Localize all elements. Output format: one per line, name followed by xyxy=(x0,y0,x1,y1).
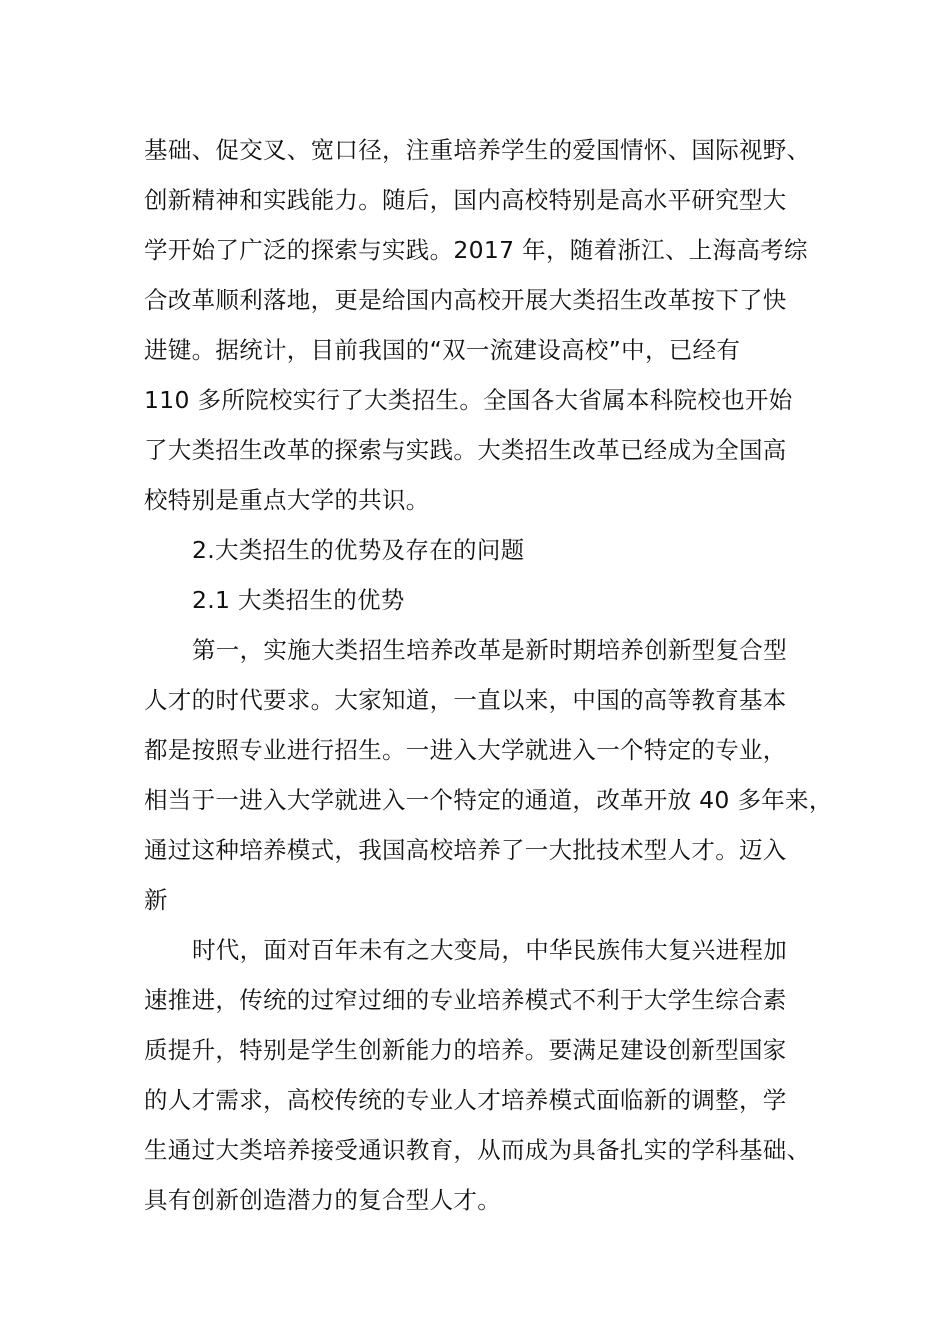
text-line: 的人才需求，高校传统的专业人才培养模式面临新的调整，学 xyxy=(144,1086,787,1114)
text-line: 人才的时代要求。大家知道，一直以来，中国的高等教育基本 xyxy=(144,686,787,714)
text-line: 了大类招生改革的探索与实践。大类招生改革已经成为全国高 xyxy=(144,436,787,464)
text-line: 第一，实施大类招生培养改革是新时期培养创新型复合型 xyxy=(192,636,787,664)
text-line: 合改革顺利落地，更是给国内高校开展大类招生改革按下了快 xyxy=(144,286,787,314)
text-line: 通过这种培养模式，我国高校培养了一大批技术型人才。迈入 xyxy=(144,836,787,864)
text-line: 创新精神和实践能力。随后，国内高校特别是高水平研究型大 xyxy=(144,186,787,214)
text-line: 校特别是重点大学的共识。 xyxy=(144,486,430,514)
text-line: 相当于一进入大学就进入一个特定的通道，改革开放 40 多年来， xyxy=(144,786,833,814)
text-line: 基础、促交叉、宽口径，注重培养学生的爱国情怀、国际视野、 xyxy=(144,136,811,164)
text-line: 都是按照专业进行招生。一进入大学就进入一个特定的专业， xyxy=(144,736,787,764)
text-line: 110 多所院校实行了大类招生。全国各大省属本科院校也开始 xyxy=(144,386,793,414)
text-line: 速推进，传统的过窄过细的专业培养模式不利于大学生综合素 xyxy=(144,986,787,1014)
text-line: 进键。据统计，目前我国的“双一流建设高校”中，已经有 xyxy=(144,336,741,364)
text-line: 时代，面对百年未有之大变局，中华民族伟大复兴进程加 xyxy=(192,936,787,964)
text-line: 质提升，特别是学生创新能力的培养。要满足建设创新型国家 xyxy=(144,1036,787,1064)
section-heading: 2.大类招生的优势及存在的问题 xyxy=(192,536,525,564)
text-line: 具有创新创造潜力的复合型人才。 xyxy=(144,1186,501,1214)
text-line: 学开始了广泛的探索与实践。2017 年，随着浙江、上海高考综 xyxy=(144,236,808,264)
text-line: 新 xyxy=(144,886,168,914)
text-line: 生通过大类培养接受通识教育，从而成为具备扎实的学科基础、 xyxy=(144,1136,811,1164)
subsection-heading: 2.1 大类招生的优势 xyxy=(192,586,405,614)
